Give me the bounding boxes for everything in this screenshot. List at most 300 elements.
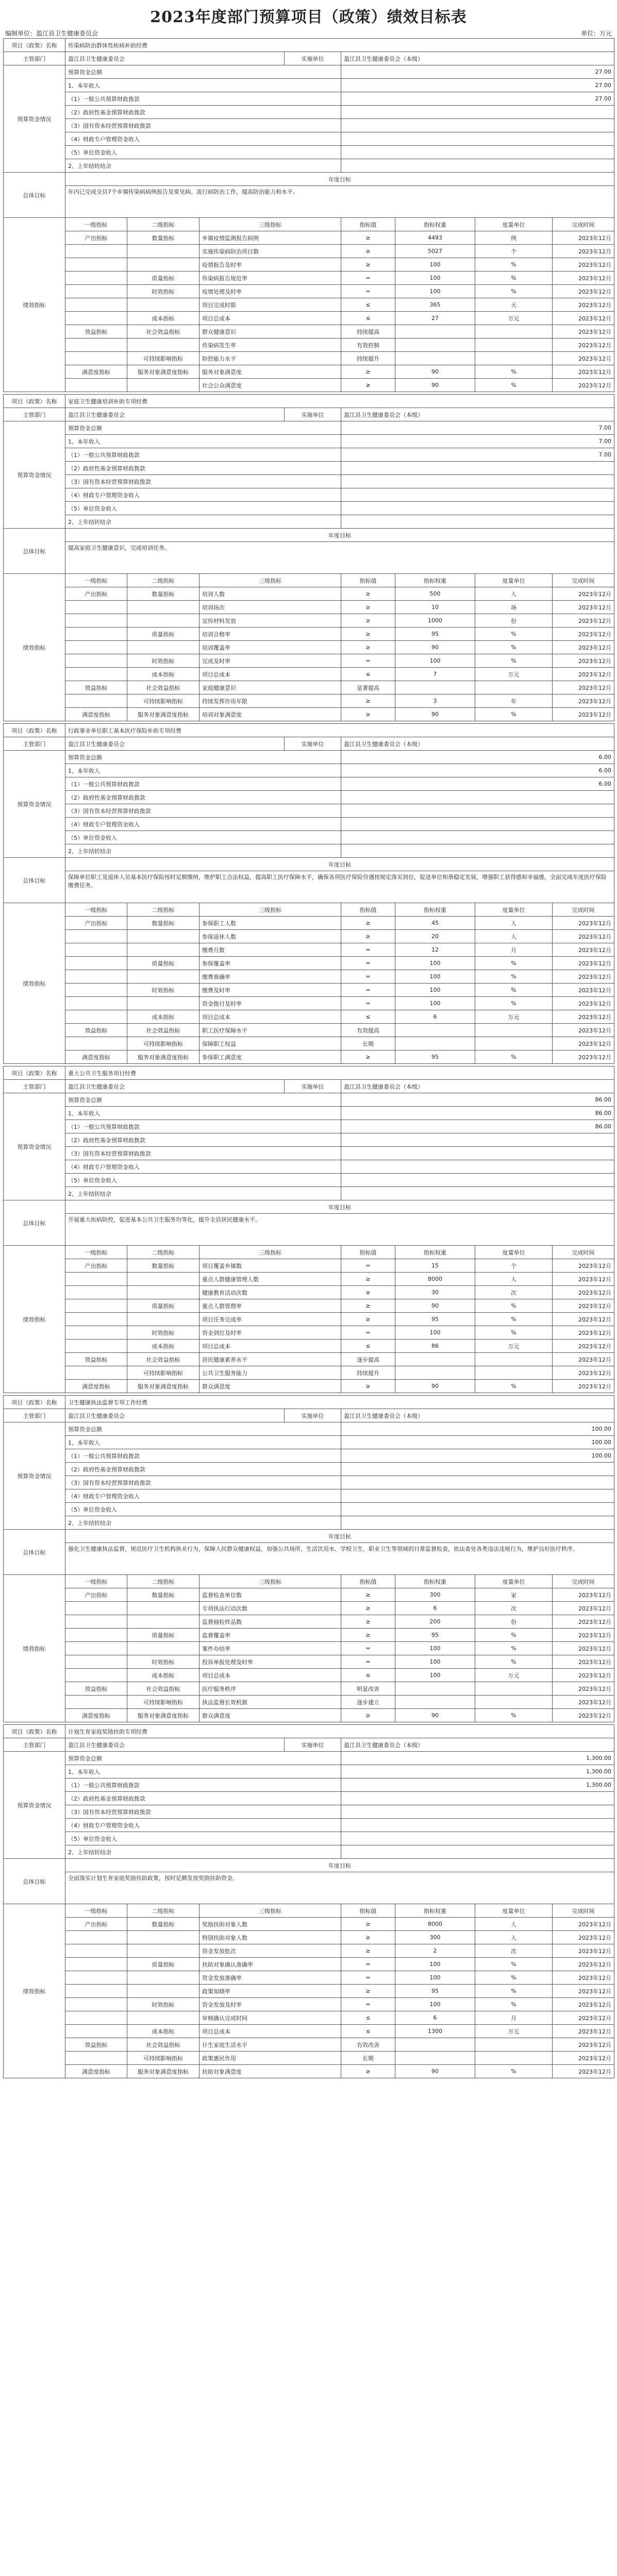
- project-name: 行政事业单位职工基本医疗保险补助专项经费: [65, 724, 614, 737]
- performance-label: 绩效指标: [4, 218, 65, 392]
- indicator-value: ≥: [341, 1286, 395, 1299]
- target-header-row: [4, 858, 614, 871]
- unit-label: 编制单位：: [5, 29, 37, 37]
- indicator-finish: 2023年12月: [553, 641, 614, 654]
- indicator-finish: 2023年12月: [553, 1998, 614, 2011]
- indicator-weight: 86: [395, 1340, 475, 1353]
- indicator-level2: 社会效益指标: [127, 681, 199, 694]
- indicator-row: [4, 1259, 614, 1273]
- indicator-row: [4, 379, 614, 392]
- indicator-row: [4, 1602, 614, 1615]
- fund-row: [4, 159, 614, 173]
- indicator-row: [4, 2025, 614, 2038]
- indicator-finish: 2023年12月: [553, 587, 614, 601]
- department-label: 主管部门: [4, 408, 65, 421]
- indicator-level1: [65, 2052, 127, 2065]
- indicator-finish: 2023年12月: [553, 1588, 614, 1602]
- implementer-value: 盈江县卫生健康委员会（本级）: [341, 408, 614, 421]
- indicator-finish: 2023年12月: [553, 681, 614, 694]
- fund-item-value: [341, 159, 614, 173]
- fund-item-value: [341, 1489, 614, 1503]
- indicator-finish: 2023年12月: [553, 1642, 614, 1655]
- indicator-row: [4, 1985, 614, 1998]
- fund-row: [4, 1752, 614, 1765]
- indicator-row: [4, 1273, 614, 1286]
- indicator-level3: 缴费准确率: [199, 970, 341, 984]
- indicator-finish: 2023年12月: [553, 1353, 614, 1366]
- indicator-level3: 宣传材料发放: [199, 614, 341, 628]
- fund-item-value: 27.00: [341, 65, 614, 79]
- fund-item-label: （4）财政专户管理资金收入: [65, 488, 341, 502]
- indicator-level1: [65, 379, 127, 392]
- indicator-value: ≥: [341, 1380, 395, 1393]
- value-header: 指标值: [341, 574, 395, 587]
- fund-row: [4, 65, 614, 79]
- target-header-row: [4, 173, 614, 186]
- indicator-level3: 社会公众满意度: [199, 379, 341, 392]
- indicator-finish: 2023年12月: [553, 1615, 614, 1629]
- indicator-level1: [65, 997, 127, 1010]
- indicator-finish: 2023年12月: [553, 694, 614, 708]
- fund-item-value: 1,300.00: [341, 1765, 614, 1778]
- fund-row: [4, 106, 614, 119]
- indicator-value: =: [341, 654, 395, 668]
- fund-item-value: 6.00: [341, 764, 614, 777]
- project-table: [3, 1395, 614, 1722]
- amount-unit: 单位：万元: [580, 29, 612, 37]
- fund-row: [4, 818, 614, 831]
- indicator-unit: %: [475, 957, 553, 970]
- fund-item-value: [341, 1476, 614, 1489]
- indicator-level1: [65, 245, 127, 258]
- indicator-value: ≤: [341, 298, 395, 312]
- funds-label: 预算资金情况: [4, 65, 65, 173]
- fund-item-label: （3）国有资本经营预算财政拨款: [65, 804, 341, 818]
- unit-header: 度量单位: [475, 1246, 553, 1259]
- indicator-unit: %: [475, 272, 553, 285]
- target-header-row: [4, 1859, 614, 1872]
- indicator-value: 持续提升: [341, 1366, 395, 1380]
- indicator-level2: 数量指标: [127, 1918, 199, 1931]
- indicator-finish: 2023年12月: [553, 352, 614, 365]
- indicator-weight: 6: [395, 1602, 475, 1615]
- indicator-weight: 200: [395, 1615, 475, 1629]
- fund-item-label: （3）国有资本经营预算财政拨款: [65, 119, 341, 132]
- fund-item-label: 2、上年结转结余: [65, 1187, 341, 1200]
- indicator-row: [4, 694, 614, 708]
- fund-item-label: （5）单位资金收入: [65, 502, 341, 515]
- indicator-row: [4, 1669, 614, 1682]
- indicator-weight: 95: [395, 1313, 475, 1326]
- indicator-row: [4, 708, 614, 721]
- indicator-value: ≥: [341, 1944, 395, 1958]
- fund-item-value: [341, 1819, 614, 1832]
- indicator-unit: 年: [475, 694, 553, 708]
- fund-item-label: （2）政府性基金预算财政拨款: [65, 106, 341, 119]
- indicator-value: =: [341, 1655, 395, 1669]
- level1-header: 一级指标: [65, 574, 127, 587]
- indicator-header-row: [4, 1575, 614, 1588]
- indicator-unit: 人: [475, 1918, 553, 1931]
- indicator-value: ≥: [341, 1273, 395, 1286]
- indicator-value: 有效改善: [341, 2038, 395, 2052]
- indicator-level2: 可持续影响指标: [127, 694, 199, 708]
- department-label: 主管部门: [4, 737, 65, 751]
- target-text-row: [4, 1872, 614, 1904]
- department-value: 盈江县卫生健康委员会: [65, 1738, 285, 1752]
- fund-row: [4, 804, 614, 818]
- indicator-value: =: [341, 970, 395, 984]
- fund-row: [4, 462, 614, 475]
- indicator-finish: 2023年12月: [553, 1709, 614, 1722]
- indicator-finish: 2023年12月: [553, 654, 614, 668]
- indicator-level1: [65, 1313, 127, 1326]
- funds-label: 预算资金情况: [4, 421, 65, 529]
- fund-item-value: [341, 515, 614, 529]
- project-name-label: 项目（政策）名称: [4, 395, 65, 408]
- indicator-level3: 项目总成本: [199, 1669, 341, 1682]
- indicator-level2: 数量指标: [127, 587, 199, 601]
- implementer-value: 盈江县卫生健康委员会（本级）: [341, 1738, 614, 1752]
- indicator-row: [4, 1299, 614, 1313]
- indicator-row: [4, 614, 614, 628]
- indicator-weight: 100: [395, 285, 475, 298]
- indicator-unit: %: [475, 984, 553, 997]
- indicator-unit: 人: [475, 587, 553, 601]
- indicator-value: =: [341, 1259, 395, 1273]
- fund-item-value: [341, 1516, 614, 1530]
- indicator-unit: %: [475, 285, 553, 298]
- indicator-finish: 2023年12月: [553, 312, 614, 325]
- level3-header: 三级指标: [199, 1246, 341, 1259]
- fund-item-label: （4）财政专户管理资金收入: [65, 1819, 341, 1832]
- indicator-level3: 服务对象满意度: [199, 365, 341, 379]
- level1-header: 一级指标: [65, 1575, 127, 1588]
- indicator-level2: [127, 1273, 199, 1286]
- indicator-finish: 2023年12月: [553, 1985, 614, 1998]
- indicator-finish: 2023年12月: [553, 1918, 614, 1931]
- indicator-finish: 2023年12月: [553, 365, 614, 379]
- project-name: 重大公共卫生服务项目经费: [65, 1066, 614, 1080]
- department-row: [4, 1738, 614, 1752]
- fund-row: [4, 1819, 614, 1832]
- indicator-header-row: [4, 218, 614, 231]
- indicator-row: [4, 997, 614, 1010]
- indicator-level3: 培训合格率: [199, 628, 341, 641]
- indicator-level2: [127, 1313, 199, 1326]
- fund-row: [4, 1436, 614, 1449]
- fund-item-value: 6.00: [341, 777, 614, 791]
- fund-item-value: [341, 1792, 614, 1805]
- level1-header: 一级指标: [65, 1904, 127, 1918]
- indicator-level2: 数量指标: [127, 917, 199, 930]
- indicator-value: =: [341, 1971, 395, 1985]
- indicator-weight: 95: [395, 1985, 475, 1998]
- indicator-row: [4, 325, 614, 338]
- indicator-level1: 产出指标: [65, 1259, 127, 1273]
- indicator-row: [4, 2038, 614, 2052]
- performance-label: 绩效指标: [4, 1904, 65, 2078]
- indicator-weight: 100: [395, 272, 475, 285]
- indicator-level1: [65, 943, 127, 957]
- indicator-level1: [65, 1998, 127, 2011]
- target-sub-label: 年度目标: [65, 858, 614, 871]
- target-header-row: [4, 529, 614, 542]
- indicator-finish: 2023年12月: [553, 231, 614, 245]
- indicator-unit: 万元: [475, 312, 553, 325]
- fund-item-label: （5）单位资金收入: [65, 146, 341, 159]
- indicator-value: =: [341, 285, 395, 298]
- indicator-level3: 项目总成本: [199, 312, 341, 325]
- indicator-weight: 8000: [395, 1918, 475, 1931]
- indicator-level1: 满意度指标: [65, 2065, 127, 2078]
- project-list: [3, 38, 614, 2078]
- fund-item-label: （4）财政专户管理资金收入: [65, 1489, 341, 1503]
- indicator-level3: 职工医疗保障水平: [199, 1024, 341, 1037]
- fund-item-value: 7.00: [341, 448, 614, 462]
- fund-item-value: [341, 1845, 614, 1859]
- indicator-value: ≥: [341, 365, 395, 379]
- indicator-weight: 95: [395, 628, 475, 641]
- weight-header: 指标权重: [395, 1246, 475, 1259]
- indicator-row: [4, 245, 614, 258]
- project-name-row: [4, 1066, 614, 1080]
- target-label: 总体目标: [4, 173, 65, 218]
- project-name-row: [4, 395, 614, 408]
- department-value: 盈江县卫生健康委员会: [65, 1080, 285, 1093]
- fund-row: [4, 1187, 614, 1200]
- value-header: 指标值: [341, 218, 395, 231]
- indicator-finish: 2023年12月: [553, 1655, 614, 1669]
- indicator-row: [4, 298, 614, 312]
- indicator-level2: [127, 641, 199, 654]
- indicator-level2: 成本指标: [127, 1340, 199, 1353]
- indicator-level1: 效益指标: [65, 1353, 127, 1366]
- indicator-value: ≤: [341, 312, 395, 325]
- indicator-finish: 2023年12月: [553, 917, 614, 930]
- indicator-level1: [65, 970, 127, 984]
- indicator-unit: %: [475, 258, 553, 272]
- indicator-value: =: [341, 1326, 395, 1340]
- indicator-level1: [65, 352, 127, 365]
- fund-item-label: （5）单位资金收入: [65, 1503, 341, 1516]
- indicator-row: [4, 930, 614, 943]
- indicator-unit: 人: [475, 1931, 553, 1944]
- indicator-level1: [65, 1985, 127, 1998]
- indicator-finish: 2023年12月: [553, 2011, 614, 2025]
- indicator-finish: 2023年12月: [553, 957, 614, 970]
- level2-header: 二级指标: [127, 903, 199, 917]
- indicator-level3: 专项执法行动次数: [199, 1602, 341, 1615]
- indicator-level3: 资金拨付及时率: [199, 997, 341, 1010]
- indicator-weight: 15: [395, 1259, 475, 1273]
- indicator-finish: 2023年12月: [553, 1669, 614, 1682]
- fund-row: [4, 1489, 614, 1503]
- indicator-level3: 疫情报告及时率: [199, 258, 341, 272]
- indicator-level2: [127, 614, 199, 628]
- indicator-weight: 30: [395, 1286, 475, 1299]
- indicator-unit: 万元: [475, 1010, 553, 1024]
- indicator-level3: 项目完成时限: [199, 298, 341, 312]
- fund-item-value: 100.00: [341, 1449, 614, 1463]
- indicator-level1: [65, 272, 127, 285]
- fund-item-value: 86.00: [341, 1120, 614, 1133]
- performance-label: 绩效指标: [4, 574, 65, 721]
- indicator-weight: [395, 1353, 475, 1366]
- indicator-unit: 万元: [475, 2025, 553, 2038]
- indicator-finish: 2023年12月: [553, 272, 614, 285]
- indicator-row: [4, 601, 614, 614]
- indicator-unit: 个: [475, 245, 553, 258]
- indicator-unit: %: [475, 997, 553, 1010]
- indicator-level3: 完成及时率: [199, 654, 341, 668]
- department-row: [4, 52, 614, 65]
- indicator-weight: 100: [395, 258, 475, 272]
- indicator-level1: [65, 694, 127, 708]
- level3-header: 三级指标: [199, 574, 341, 587]
- indicator-value: ≥: [341, 601, 395, 614]
- indicator-level1: 产出指标: [65, 1588, 127, 1602]
- finish-header: 完成时间: [553, 218, 614, 231]
- indicator-unit: %: [475, 641, 553, 654]
- fund-row: [4, 421, 614, 435]
- indicator-unit: [475, 1353, 553, 1366]
- value-header: 指标值: [341, 1246, 395, 1259]
- indicator-row: [4, 352, 614, 365]
- fund-item-value: 1,300.00: [341, 1752, 614, 1765]
- indicator-value: =: [341, 943, 395, 957]
- fund-item-value: [341, 1147, 614, 1160]
- indicator-unit: 次: [475, 1944, 553, 1958]
- indicator-unit: %: [475, 654, 553, 668]
- indicator-unit: %: [475, 1642, 553, 1655]
- indicator-weight: 300: [395, 1588, 475, 1602]
- indicator-level2: 时效指标: [127, 285, 199, 298]
- fund-item-value: [341, 462, 614, 475]
- indicator-value: ≥: [341, 245, 395, 258]
- project-name-label: 项目（政策）名称: [4, 724, 65, 737]
- indicator-level1: 产出指标: [65, 231, 127, 245]
- indicator-weight: 45: [395, 917, 475, 930]
- indicator-level1: [65, 2025, 127, 2038]
- indicator-level2: [127, 1985, 199, 1998]
- indicator-level1: [65, 1602, 127, 1615]
- project-name-row: [4, 39, 614, 52]
- unit-header: 度量单位: [475, 903, 553, 917]
- indicator-level2: [127, 338, 199, 352]
- fund-item-value: 6.00: [341, 751, 614, 764]
- indicator-weight: [395, 338, 475, 352]
- fund-item-label: （2）政府性基金预算财政拨款: [65, 791, 341, 804]
- target-header-row: [4, 1200, 614, 1214]
- indicator-value: 逐步建立: [341, 1696, 395, 1709]
- department-value: 盈江县卫生健康委员会: [65, 408, 285, 421]
- indicator-finish: 2023年12月: [553, 325, 614, 338]
- indicator-weight: 90: [395, 641, 475, 654]
- indicator-level2: 服务对象满意度指标: [127, 708, 199, 721]
- indicator-unit: 人: [475, 930, 553, 943]
- implementer-label: 实施单位: [285, 1738, 341, 1752]
- indicator-value: =: [341, 984, 395, 997]
- indicator-level1: [65, 1629, 127, 1642]
- indicator-level2: [127, 930, 199, 943]
- fund-item-value: [341, 1463, 614, 1476]
- fund-row: [4, 831, 614, 844]
- indicator-finish: 2023年12月: [553, 2025, 614, 2038]
- indicator-value: 长期: [341, 2052, 395, 2065]
- indicator-row: [4, 1944, 614, 1958]
- indicator-row: [4, 1050, 614, 1064]
- finish-header: 完成时间: [553, 574, 614, 587]
- indicator-level3: 案件办结率: [199, 1642, 341, 1655]
- indicator-level3: 计生家庭生活水平: [199, 2038, 341, 2052]
- fund-row: [4, 92, 614, 106]
- indicator-unit: [475, 338, 553, 352]
- fund-row: [4, 435, 614, 448]
- target-label: 总体目标: [4, 1200, 65, 1246]
- indicator-value: =: [341, 1958, 395, 1971]
- indicator-level2: 成本指标: [127, 1010, 199, 1024]
- indicator-weight: 6: [395, 1010, 475, 1024]
- indicator-row: [4, 338, 614, 352]
- indicator-row: [4, 272, 614, 285]
- indicator-row: [4, 1709, 614, 1722]
- indicator-level2: 可持续影响指标: [127, 352, 199, 365]
- indicator-level1: [65, 1696, 127, 1709]
- project-name-label: 项目（政策）名称: [4, 1396, 65, 1409]
- indicator-value: =: [341, 272, 395, 285]
- indicator-weight: 7: [395, 668, 475, 681]
- indicator-unit: 场: [475, 601, 553, 614]
- indicator-unit: %: [475, 1971, 553, 1985]
- indicator-level2: 社会效益指标: [127, 1024, 199, 1037]
- performance-label: 绩效指标: [4, 1575, 65, 1722]
- indicator-level3: 特别扶助对象人数: [199, 1931, 341, 1944]
- indicator-value: ≥: [341, 1602, 395, 1615]
- indicator-level3: 培训场次: [199, 601, 341, 614]
- unit-name: 盈江县卫生健康委员会: [36, 29, 98, 37]
- fund-row: [4, 1516, 614, 1530]
- fund-item-label: 预算资金总额: [65, 1752, 341, 1765]
- indicator-value: 明显改善: [341, 1682, 395, 1696]
- indicator-row: [4, 681, 614, 694]
- indicator-unit: %: [475, 1985, 553, 1998]
- indicator-weight: [395, 681, 475, 694]
- fund-row: [4, 1107, 614, 1120]
- indicator-value: ≥: [341, 1588, 395, 1602]
- indicator-level1: [65, 1642, 127, 1655]
- indicator-level3: 扶助对象满意度: [199, 2065, 341, 2078]
- indicator-row: [4, 641, 614, 654]
- indicator-finish: 2023年12月: [553, 628, 614, 641]
- indicator-level3: 培训人数: [199, 587, 341, 601]
- indicator-weight: 5027: [395, 245, 475, 258]
- project-table: [3, 723, 614, 1064]
- fund-item-label: 1、本年收入: [65, 435, 341, 448]
- indicator-finish: 2023年12月: [553, 258, 614, 272]
- indicator-finish: 2023年12月: [553, 708, 614, 721]
- indicator-level2: 时效指标: [127, 1998, 199, 2011]
- indicator-weight: [395, 1366, 475, 1380]
- indicator-unit: %: [475, 1050, 553, 1064]
- indicator-level3: 参保职工人数: [199, 917, 341, 930]
- indicator-level2: 成本指标: [127, 1669, 199, 1682]
- level2-header: 二级指标: [127, 1246, 199, 1259]
- indicator-level1: [65, 1931, 127, 1944]
- fund-item-value: 86.00: [341, 1107, 614, 1120]
- level2-header: 二级指标: [127, 218, 199, 231]
- indicator-finish: 2023年12月: [553, 1696, 614, 1709]
